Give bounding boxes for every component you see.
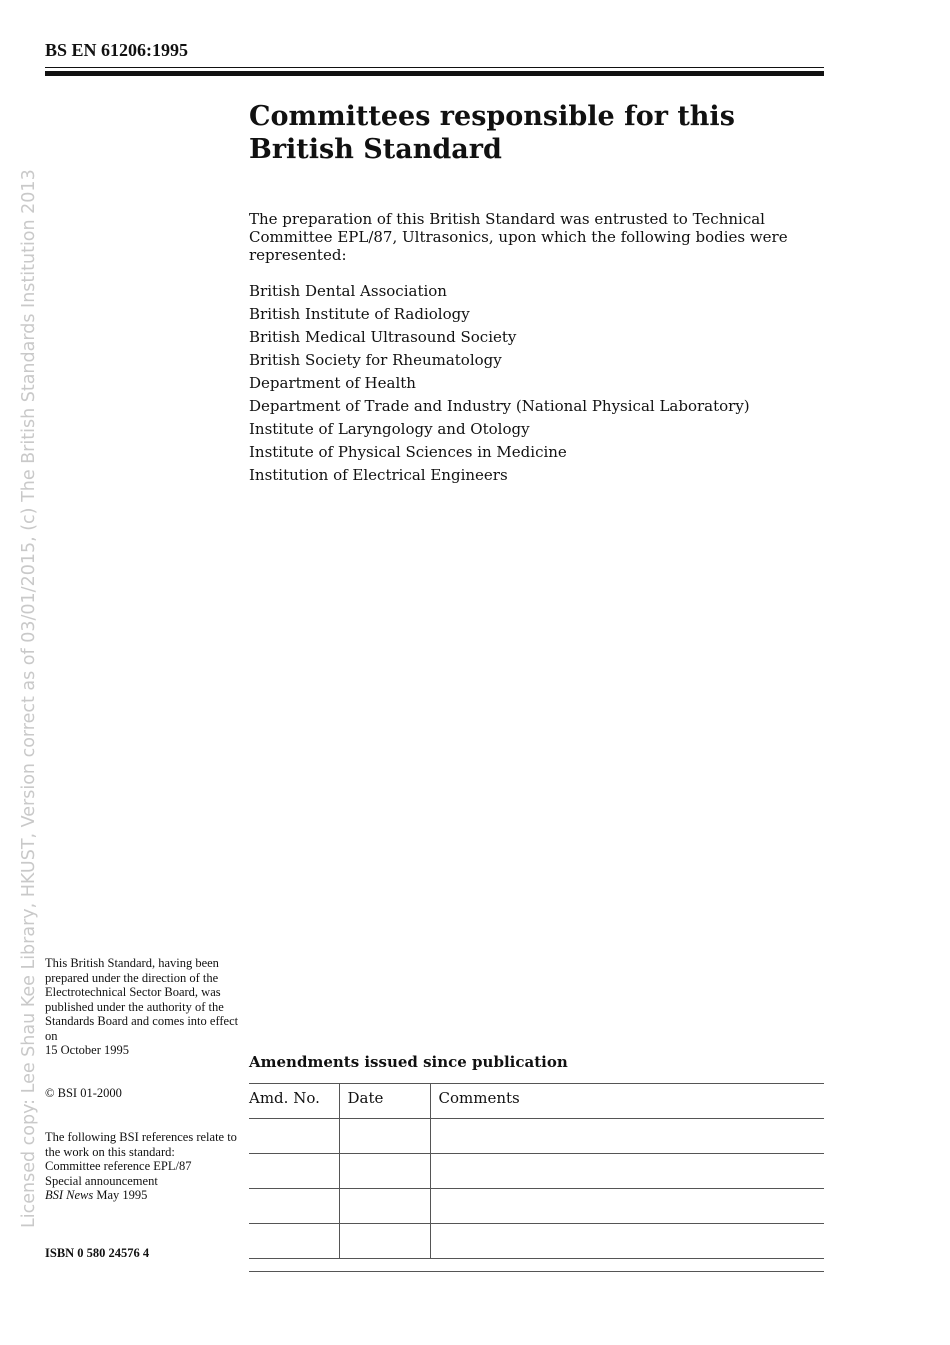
header-rule-thin [45, 67, 824, 68]
table-cell [339, 1154, 430, 1189]
table-cell [339, 1224, 430, 1259]
represented-bodies-list [249, 281, 750, 488]
list-item: Institution of Electrical Engineers [249, 466, 508, 484]
table-header-row [249, 1084, 824, 1119]
amendments-title: Amendments issued since publication [249, 1053, 568, 1071]
table-cell [249, 1189, 339, 1224]
document-id: BS EN 61206:1995 [45, 40, 189, 60]
table-cell [430, 1224, 824, 1259]
table-cell [249, 1119, 339, 1154]
publication-note-text: This British Standard, having been prepared under the direction of the Electrotechnical Sector Board, was published under the authority of the Standards Board and comes into effect on [45, 956, 239, 1043]
table-cell [249, 1224, 339, 1259]
bsi-references [45, 1130, 240, 1203]
table-cell [430, 1154, 824, 1189]
committee-reference: Committee reference EPL/87 [45, 1159, 192, 1173]
table-row [249, 1154, 824, 1189]
isbn: ISBN 0 580 24576 4 [45, 1246, 150, 1260]
table-cell [249, 1154, 339, 1189]
news-date: May 1995 [96, 1188, 148, 1202]
list-item: Institute of Laryngology and Otology [249, 420, 530, 438]
footer-rule [249, 1271, 824, 1272]
list-item: British Dental Association [249, 282, 447, 300]
list-item: British Institute of Radiology [249, 305, 470, 323]
list-item: Department of Trade and Industry (National Physical Laboratory) [249, 397, 750, 415]
table-cell [339, 1119, 430, 1154]
special-announcement: Special announcement [45, 1173, 158, 1188]
news-title: BSI News [45, 1188, 94, 1202]
table-cell [430, 1189, 824, 1224]
intro-paragraph: The preparation of this British Standard was entrusted to Technical Committee EPL/87, Ultrasonics, upon which the following bodies were represented: [249, 210, 788, 264]
list-item: Department of Health [249, 374, 416, 392]
table-row [249, 1119, 824, 1154]
table-cell [339, 1189, 430, 1224]
publication-note [45, 956, 240, 1058]
table-cell [430, 1119, 824, 1154]
list-item: Institute of Physical Sciences in Medicine [249, 443, 567, 461]
page-title: Committees responsible for this British Standard [249, 101, 735, 165]
column-header-date: Date [339, 1084, 430, 1119]
effective-date: 15 October 1995 [45, 1043, 130, 1057]
table-row [249, 1224, 824, 1259]
list-item: British Medical Ultrasound Society [249, 328, 517, 346]
table-row [249, 1189, 824, 1224]
refs-intro: The following BSI references relate to the work on this standard: [45, 1130, 237, 1159]
list-item: British Society for Rheumatology [249, 351, 502, 369]
header-rule-thick [45, 71, 824, 76]
column-header-comments: Comments [430, 1084, 824, 1119]
amendments-table [249, 1083, 824, 1259]
license-watermark: Licensed copy: Lee Shau Kee Library, HKUST, Version correct as of 03/01/2015, (c) The British Standards Institution 2013 [19, 169, 39, 1228]
column-header-amd-no: Amd. No. [249, 1084, 339, 1119]
copyright-notice: © BSI 01-2000 [45, 1086, 122, 1100]
